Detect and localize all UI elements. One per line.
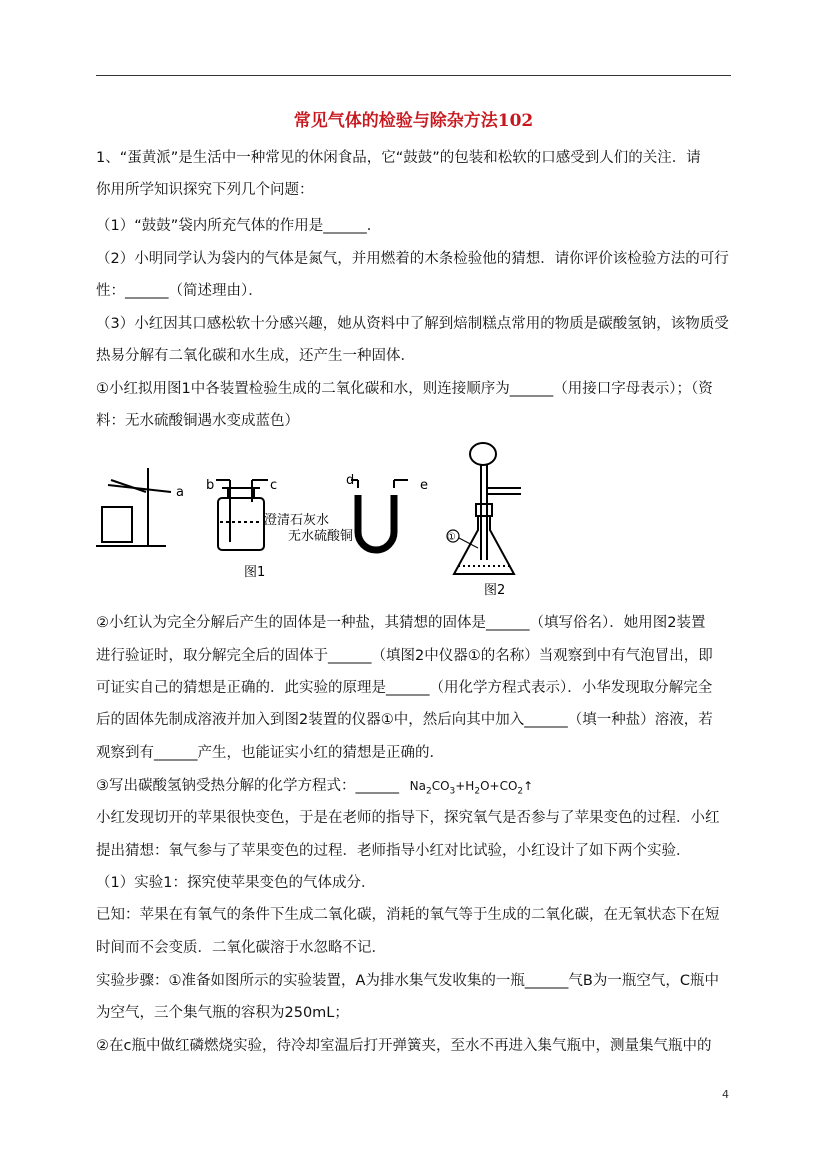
circle-label: ① [447, 532, 456, 543]
text-line: 实验步骤：①准备如图所示的实验装置，A为排水集气发收集的一瓶______气B为一瓶空气，C瓶中 [96, 973, 719, 989]
text-line: （3）小红因其口感松软十分感兴趣，她从资料中了解到焙制糕点常用的物质是碳酸氢钠，该物质受 [96, 316, 729, 332]
text-line: （1）“鼓鼓”袋内所充气体的作用是______． [96, 218, 382, 234]
text-line: ②在c瓶中做红磷燃烧实验，待冷却室温后打开弹簧夹，至水不再进入集气瓶中，测量集气瓶中的 [96, 1038, 712, 1054]
burner [102, 507, 132, 542]
text-line: 热易分解有二氧化碳和水生成，还产生一种固体． [96, 348, 415, 364]
text-line: 性：______（简述理由）． [96, 283, 263, 299]
equation-prompt: ③写出碳酸氢钠受热分解的化学方程式：______ [96, 778, 399, 794]
page-number: 4 [722, 1088, 729, 1101]
cuso4-label: 无水硫酸铜 [288, 529, 354, 544]
text-line: 进行验证时，取分解完全后的固体于______（填图2中仪器①的名称）当观察到中有气泡冒出，即 [96, 648, 713, 664]
text-line: 后的固体先制成溶液并加入到图2装置的仪器①中，然后向其中加入______（填一种盐）溶液，若 [96, 712, 713, 728]
text-line: （2）小明同学认为袋内的气体是氮气，并用燃着的木条检验他的猜想．请你评价该检验方法的可行 [96, 251, 729, 267]
text-line: 观察到有______产生，也能证实小红的猜想是正确的． [96, 745, 444, 761]
text-line: 可证实自己的猜想是正确的．此实验的原理是______（用化学方程式表示）．小华发现取分解完全 [96, 680, 713, 696]
text-line: 你用所学知识探究下列几个问题： [96, 182, 314, 198]
limewater-label: 澄清石灰水 [264, 513, 330, 528]
text-line: ①小红拟用图1中各装置检验生成的二氧化碳和水，则连接顺序为______（用接口字母表示）；（资 [96, 381, 713, 397]
figure-caption-1: 图1 [244, 565, 266, 580]
text-line: （1）实验1：探究使苹果变色的气体成分． [96, 875, 376, 891]
text-line: 1、“蛋黄派”是生活中一种常见的休闲食品，它“鼓鼓”的包装和松软的口感受到人们的关注．请 [96, 150, 701, 166]
text-line: 时间而不会变质．二氧化碳溶于水忽略不记． [96, 940, 386, 956]
label-b: b [206, 478, 215, 493]
label-a: a [176, 485, 184, 500]
header-rule [96, 75, 731, 76]
figure-caption-2: 图2 [484, 583, 506, 598]
text-line: 料：无水硫酸铜遇水变成蓝色） [96, 413, 299, 429]
label-d: d [346, 473, 355, 488]
label-c: c [270, 478, 278, 493]
equation-line [96, 776, 736, 801]
page-title: 常见气体的检验与除杂方法102 [293, 111, 534, 131]
equation: $Na_2CO_3+H_2O+CO_2↑$ [409, 779, 534, 797]
label-e: e [420, 478, 428, 493]
text-line: ②小红认为完全分解后产生的固体是一种盐，其猜想的固体是______（填写俗名）．她用图2装置 [96, 615, 706, 631]
text-line: 小红发现切开的苹果很快变色，于是在老师的指导下，探究氧气是否参与了苹果变色的过程．小红 [96, 810, 720, 826]
text-line: 为空气，三个集气瓶的容积为250mL； [96, 1005, 349, 1021]
apparatus-drawing [96, 440, 556, 600]
apparatus-figure [96, 440, 556, 600]
text-line: 已知：苹果在有氧气的条件下生成二氧化碳，消耗的氧气等于生成的二氧化碳，在无氧状态下在短 [96, 907, 720, 923]
text-line: 提出猜想：氧气参与了苹果变色的过程．老师指导小红对比试验，小红设计了如下两个实验． [96, 843, 691, 859]
